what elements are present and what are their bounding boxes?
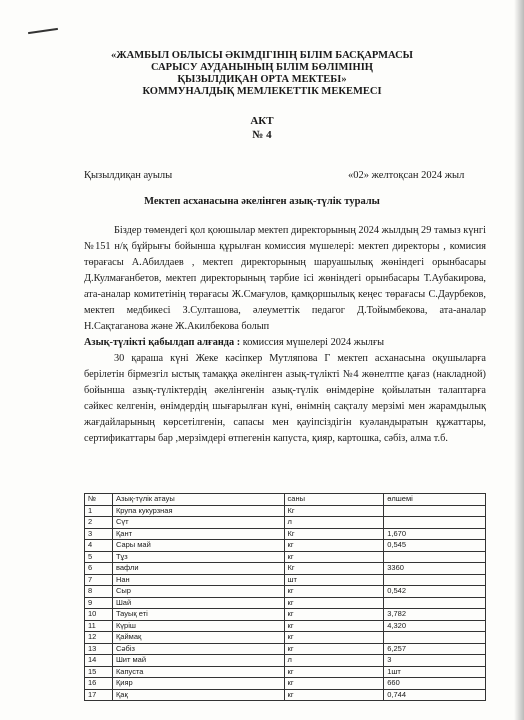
- cell-number: 9: [85, 597, 113, 609]
- paragraph-delivery: 30 қараша күні Жеке кәсіпкер Мутляпова Г мектеп асханасына оқушыларға берілетін бірмезгіл ыстық тамаққа әкелінген азық-түлікті №4 жөнелтпе қағаз (накладной) бойынша азық-түліктердің әкелінгенін азық-түлік өнімдеріне қойылатын талаптарға сәйкес келгенін, өнімдердің шығарылған күні, өнімнің сақталу мерзімі мен жарамдылық жағдайларының көрсетілгенін, сапасы мен қауіпсіздігін куәландыратын құжаттары, сертификаттары бар ,мерзімдері өтпегенін капуста, қияр, картошка, сәбіз, алма т.б.: [84, 353, 486, 444]
- table-row: [85, 517, 486, 529]
- cell-quantity: 1шт: [384, 666, 486, 678]
- cell-name: Шай: [112, 597, 284, 609]
- cell-quantity: [384, 574, 486, 586]
- cell-name: Нан: [112, 574, 284, 586]
- cell-unit: кг: [284, 620, 384, 632]
- cell-unit: кг: [284, 609, 384, 621]
- cell-name: Сүт: [112, 517, 284, 529]
- institution-header: [0, 50, 524, 98]
- cell-unit: кг: [284, 643, 384, 655]
- table-row: [85, 563, 486, 575]
- cell-unit: кг: [284, 551, 384, 563]
- cell-number: 1: [85, 505, 113, 517]
- table-row: [85, 540, 486, 552]
- cell-unit: кг: [284, 597, 384, 609]
- cell-quantity: 4,320: [384, 620, 486, 632]
- cell-quantity: [384, 597, 486, 609]
- cell-number: 5: [85, 551, 113, 563]
- table-row: [85, 505, 486, 517]
- document-body: [84, 223, 486, 447]
- section-heading-rest: комиссия мүшелері 2024 жылғы: [240, 337, 385, 348]
- cell-number: 6: [85, 563, 113, 575]
- table-row: [85, 643, 486, 655]
- table-row: [85, 655, 486, 667]
- cell-name: вафли: [112, 563, 284, 575]
- cell-unit: кг: [284, 632, 384, 644]
- cell-unit: шт: [284, 574, 384, 586]
- cell-number: 4: [85, 540, 113, 552]
- cell-quantity: 0,542: [384, 586, 486, 598]
- cell-name: Крупа кукурзная: [112, 505, 284, 517]
- cell-quantity: 0,545: [384, 540, 486, 552]
- place-name: Қызылдиқан ауылы: [84, 170, 173, 181]
- cell-quantity: 3,782: [384, 609, 486, 621]
- cell-name: Қаймақ: [112, 632, 284, 644]
- cell-number: 2: [85, 517, 113, 529]
- cell-number: 13: [85, 643, 113, 655]
- cell-name: Капуста: [112, 666, 284, 678]
- table-row: [85, 632, 486, 644]
- cell-name: Сыр: [112, 586, 284, 598]
- header-line: «ЖАМБЫЛ ОБЛЫСЫ ӘКІМДІГІНІҢ БІЛІМ БАСҚАРМАСЫ: [110, 50, 413, 61]
- cell-unit: кг: [284, 540, 384, 552]
- cell-number: 17: [85, 689, 113, 701]
- cell-name: Қақ: [112, 689, 284, 701]
- cell-number: 8: [85, 586, 113, 598]
- column-header-number: №: [85, 494, 113, 506]
- cell-unit: л: [284, 655, 384, 667]
- cell-quantity: [384, 551, 486, 563]
- cell-name: Қант: [112, 528, 284, 540]
- cell-quantity: [384, 505, 486, 517]
- table-body: [85, 505, 486, 701]
- table-row: [85, 551, 486, 563]
- cell-unit: кг: [284, 689, 384, 701]
- food-items-table: [84, 493, 486, 701]
- header-line: КОММУНАЛДЫҚ МЕМЛЕКЕТТІК МЕКЕМЕСІ: [142, 86, 382, 97]
- cell-name: Сары май: [112, 540, 284, 552]
- cell-number: 12: [85, 632, 113, 644]
- cell-quantity: 3: [384, 655, 486, 667]
- column-header-unit: саны: [284, 494, 384, 506]
- cell-number: 15: [85, 666, 113, 678]
- table-header-row: [85, 494, 486, 506]
- column-header-quantity: өлшемі: [384, 494, 486, 506]
- cell-unit: кг: [284, 586, 384, 598]
- table-row: [85, 689, 486, 701]
- cell-name: Тұз: [112, 551, 284, 563]
- cell-name: Тауық еті: [112, 609, 284, 621]
- column-header-name: Азық-түлік атауы: [112, 494, 284, 506]
- cell-quantity: 1,670: [384, 528, 486, 540]
- table-row: [85, 528, 486, 540]
- cell-quantity: 660: [384, 678, 486, 690]
- cell-quantity: 0,744: [384, 689, 486, 701]
- cell-name: Шит май: [112, 655, 284, 667]
- header-line: ҚЫЗЫЛДИҚАН ОРТА МЕКТЕБІ»: [177, 74, 347, 85]
- table-row: [85, 574, 486, 586]
- cell-number: 11: [85, 620, 113, 632]
- table-row: [85, 678, 486, 690]
- table-row: [85, 666, 486, 678]
- cell-number: 7: [85, 574, 113, 586]
- section-heading-bold: Азық-түлікті қабылдап алғанда :: [84, 337, 241, 348]
- table-row: [85, 597, 486, 609]
- table-row: [85, 609, 486, 621]
- document-subject: Мектеп асханасына әкелінген азық-түлік туралы: [144, 196, 380, 207]
- cell-name: Қияр: [112, 678, 284, 690]
- pen-mark: [28, 28, 58, 34]
- cell-number: 3: [85, 528, 113, 540]
- table-row: [85, 586, 486, 598]
- document-date: «02» желтоқсан 2024 жыл: [348, 170, 465, 181]
- cell-quantity: 3360: [384, 563, 486, 575]
- header-line: САРЫСУ АУДАНЫНЫҢ БІЛІМ БӨЛІМІНІҢ: [151, 62, 373, 73]
- cell-unit: Кг: [284, 528, 384, 540]
- cell-number: 14: [85, 655, 113, 667]
- cell-unit: Кг: [284, 563, 384, 575]
- cell-name: Күріш: [112, 620, 284, 632]
- cell-unit: Кг: [284, 505, 384, 517]
- scan-edge-shadow: [514, 0, 524, 720]
- cell-unit: кг: [284, 666, 384, 678]
- cell-quantity: 6,257: [384, 643, 486, 655]
- section-heading: [84, 335, 486, 351]
- cell-name: Сәбіз: [112, 643, 284, 655]
- act-number: № 4: [252, 129, 272, 141]
- act-heading: [0, 114, 524, 142]
- cell-quantity: [384, 632, 486, 644]
- act-title: АКТ: [250, 115, 274, 127]
- cell-number: 16: [85, 678, 113, 690]
- table-row: [85, 620, 486, 632]
- paragraph-commission: Біздер төмендегі қол қоюшылар мектеп директорының 2024 жылдың 29 тамыз күнгі №151 н/қ бұйрығы бойынша құрылған комиссия мүшелері: мектеп директоры , комисия төрағасы А.Абилдаев , мектеп директорының шаруашылық жөніндегі орынбасары Д.Кулмағанбетов, мектеп директорының тәрбие ісі жөніндегі орынбасары Т.Аубакирова, ата-аналар комитетінің төрағасы Ж.Смағулов, қамқоршылық кеңес төрағасы С.Даурбеков, мектеп медбикесі З.Султашова, әлеуметтік педагог Д.Тойымбекова, ата-аналар Н.Сақтаганова және Ж.Акилбекова болып: [84, 225, 486, 332]
- cell-unit: кг: [284, 678, 384, 690]
- cell-quantity: [384, 517, 486, 529]
- cell-unit: л: [284, 517, 384, 529]
- cell-number: 10: [85, 609, 113, 621]
